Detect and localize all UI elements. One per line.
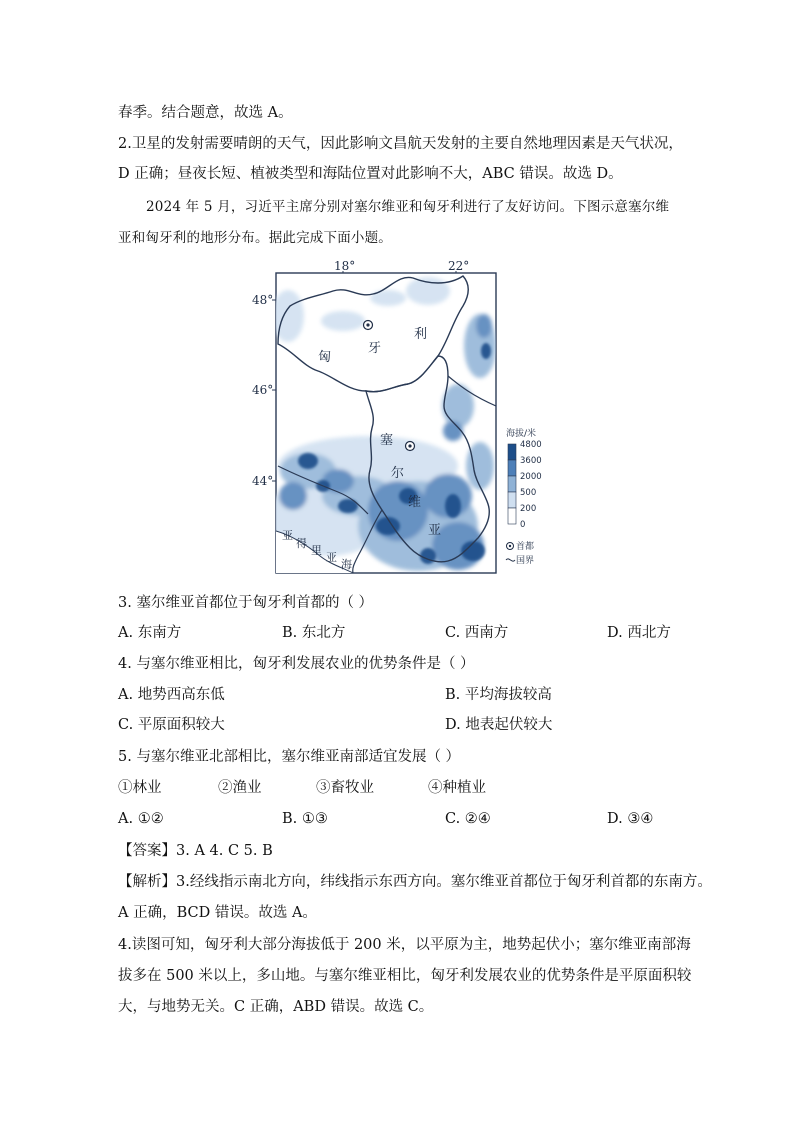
q5-option-c: C. ②④ <box>445 811 491 827</box>
legend-border: 国界 <box>516 556 535 566</box>
label-serbia-2: 尔 <box>391 466 405 481</box>
label-serbia-1: 塞 <box>380 433 394 448</box>
lon-label-22: 22° <box>448 259 470 273</box>
analysis-line-2: A 正确，BCD 错误。故选 A。 <box>118 905 317 921</box>
lat-label-46: 46° <box>252 383 274 397</box>
legend-swatch-4800 <box>508 444 516 460</box>
label-sea-1: 亚 <box>282 529 293 542</box>
q5-item-3: ③畜牧业 <box>316 780 374 796</box>
label-hungary-2: 牙 <box>368 341 382 356</box>
label-sea-4: 亚 <box>326 551 337 564</box>
legend-swatch-3600 <box>508 460 516 476</box>
label-sea-5: 海 <box>341 558 352 571</box>
text-line-2: 2.卫星的发射需要晴朗的天气，因此影响文昌航天发射的主要自然地理因素是天气状况， <box>118 136 683 152</box>
legend-title: 海拔/米 <box>506 429 537 439</box>
label-serbia-4: 亚 <box>428 523 442 538</box>
q5-option-d: D. ③④ <box>607 811 654 827</box>
legend-tick-200: 200 <box>520 504 537 514</box>
analysis-line-4: 拔多在 500 米以上，多山地。与塞尔维亚相比，匈牙利发展农业的优势条件是平原面积较 <box>118 968 692 984</box>
terrain-map <box>248 256 568 581</box>
q4-option-c: C. 平原面积较大 <box>118 717 225 733</box>
legend-tick-3600: 3600 <box>520 456 542 466</box>
q5-option-a: A. ①② <box>118 811 164 827</box>
legend-tick-0: 0 <box>520 520 526 530</box>
legend-tick-500: 500 <box>520 488 537 498</box>
analysis-line-3: 4.读图可知，匈牙利大部分海拔低于 200 米，以平原为主，地势起伏小；塞尔维亚南部海 <box>118 937 691 953</box>
legend-tick-4800: 4800 <box>520 440 542 450</box>
answer-line: 【答案】3. A 4. C 5. B <box>118 843 273 859</box>
label-sea-2: 得 <box>296 537 307 550</box>
lat-label-44: 44° <box>252 474 274 488</box>
q3-option-b: B. 东北方 <box>282 625 346 641</box>
terrain-map-svg <box>248 256 568 581</box>
capital-budapest <box>364 321 373 330</box>
intro-line-1: 2024 年 5 月，习近平主席分别对塞尔维亚和匈牙利进行了友好访问。下图示意塞尔维 <box>146 199 670 215</box>
label-hungary-3: 利 <box>414 327 428 342</box>
legend-swatch-200 <box>508 508 516 524</box>
q4-option-d: D. 地表起伏较大 <box>445 717 553 733</box>
q3-option-c: C. 西南方 <box>445 625 509 641</box>
legend-swatch-2000 <box>508 476 516 492</box>
q3-option-d: D. 西北方 <box>607 625 671 641</box>
q5-item-2: ②渔业 <box>218 780 262 796</box>
analysis-line-5: 大，与地势无关。C 正确，ABD 错误。故选 C。 <box>118 999 434 1015</box>
capital-belgrade <box>406 442 415 451</box>
elevation-legend <box>506 427 542 566</box>
question-3-stem: 3. 塞尔维亚首都位于匈牙利首都的（ ） <box>118 595 374 611</box>
label-sea-3: 里 <box>311 544 322 557</box>
intro-line-2: 亚和匈牙利的地形分布。据此完成下面小题。 <box>118 230 392 246</box>
label-hungary-1: 匈 <box>318 350 332 365</box>
lat-label-48: 48° <box>252 293 274 307</box>
question-4-stem: 4. 与塞尔维亚相比，匈牙利发展农业的优势条件是（ ） <box>118 656 475 672</box>
q5-item-1: ①林业 <box>118 780 162 796</box>
legend-tick-2000: 2000 <box>520 472 542 482</box>
question-5-stem: 5. 与塞尔维亚北部相比，塞尔维亚南部适宜发展（ ） <box>118 749 461 765</box>
text-line-1: 春季。结合题意，故选 A。 <box>118 105 293 121</box>
q5-item-4: ④种植业 <box>428 780 486 796</box>
q3-option-a: A. 东南方 <box>118 625 182 641</box>
analysis-line-1: 【解析】3.经线指示南北方向，纬线指示东西方向。塞尔维亚首都位于匈牙利首都的东南方。 <box>118 874 712 890</box>
legend-swatch-500 <box>508 492 516 508</box>
q4-option-b: B. 平均海拔较高 <box>445 687 552 703</box>
q5-option-b: B. ①③ <box>282 811 328 827</box>
lon-label-18: 18° <box>334 259 356 273</box>
legend-border-symbol <box>506 559 515 561</box>
q4-option-a: A. 地势西高东低 <box>118 687 225 703</box>
legend-capital: 首都 <box>516 542 535 552</box>
label-serbia-3: 维 <box>408 495 422 510</box>
text-line-3: D 正确；昼夜长短、植被类型和海陆位置对此影响不大，ABC 错误。故选 D。 <box>118 166 623 182</box>
